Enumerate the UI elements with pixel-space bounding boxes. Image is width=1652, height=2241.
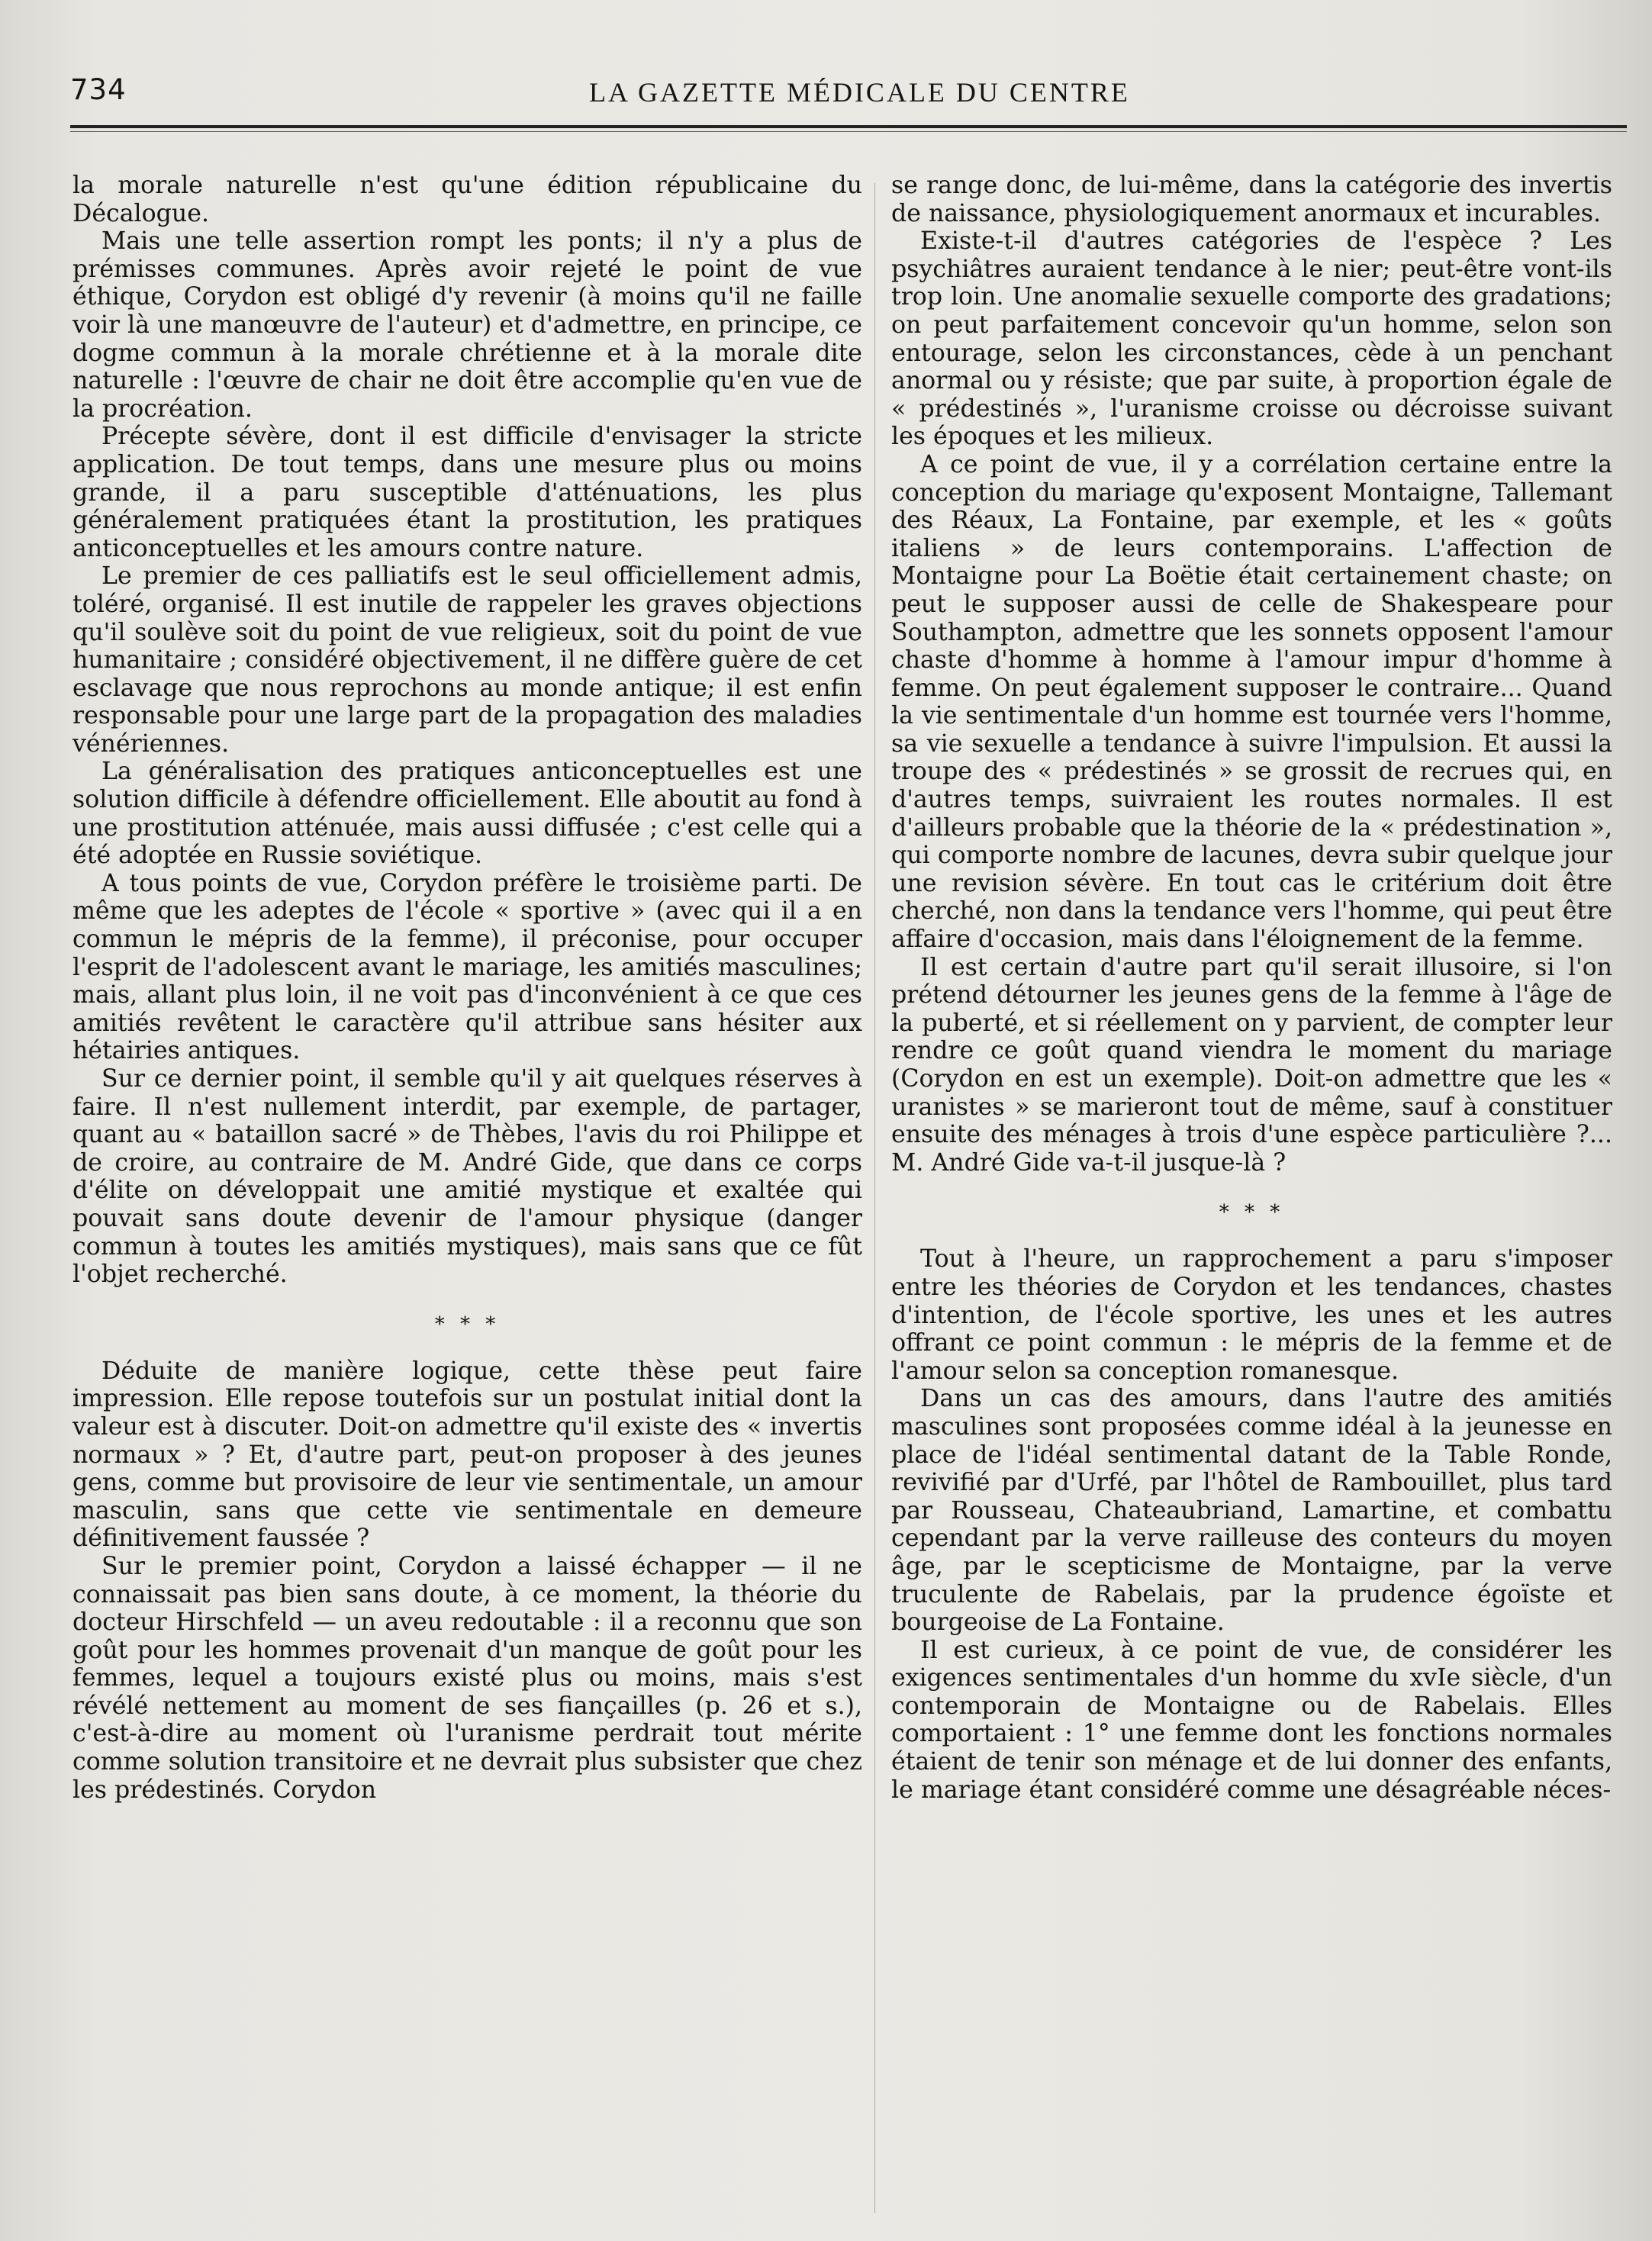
paragraph: Dans un cas des amours, dans l'autre des amitiés masculines sont proposées comme idéal à la jeunesse en place de l'idéal sentimental datant de la Table Ronde, revivifié par d'Urfé, par l'hôtel de Rambouillet, plus tard par Rousseau, Chateaubriand, Lamartine, et combattu cependant par la verve railleuse des conteurs du moyen âge, par le scepticisme de Montaigne, par la verve truculente de Rabelais, par la prudence égoïste et bourgeoise de La Fontaine. bbox=[891, 1385, 1612, 1637]
paragraph: Il est curieux, à ce point de vue, de considérer les exigences sentimentales d'un homme du xvIe siècle, d'un contemporain de Montaigne ou de Rabelais. Elles comportaient : 1° une femme dont les fonctions normales étaient de tenir son ménage et de lui donner des enfants, le mariage étant considéré comme une désagréable néces- bbox=[891, 1636, 1612, 1804]
section-separator: * * * bbox=[1219, 1201, 1285, 1225]
paragraph: Sur le premier point, Corydon a laissé échapper — il ne connaissait pas bien sans doute, à ce moment, la théorie du docteur Hirschfeld — un aveu redoutable : il a reconnu que son goût pour les hommes provenait d'un manque de goût pour les femmes, lequel a toujours existé plus ou moins, mais s'est révélé nettement au moment de ses fiançailles (p. 26 et s.), c'est-à-dire au moment où l'uranisme perdrait tout mérite comme solution transitoire et ne devrait plus subsister que chez les prédestinés. Corydon bbox=[72, 1552, 862, 1804]
paragraph: Le premier de ces palliatifs est le seul officiellement admis, toléré, organisé. Il est inutile de rappeler les graves objections qu'il soulève soit du point de vue religieux, soit du point de vue humanitaire ; considéré objectivement, il ne diffère guère de cet esclavage que nous reprochons au monde antique; il est enfin responsable pour une large part de la propagation des maladies vénériennes. bbox=[72, 562, 862, 758]
section-separator: * * * bbox=[434, 1312, 501, 1336]
paragraph: Déduite de manière logique, cette thèse peut faire impression. Elle repose toutefois sur un postulat initial dont la valeur est à discuter. Doit-on admettre qu'il existe des « invertis normaux » ? Et, d'autre part, peut-on proposer à des jeunes gens, comme but provisoire de leur vie sentimentale, un amour masculin, sans que cette vie sentimentale en demeure définitivement faussée ? bbox=[72, 1357, 862, 1553]
paragraph: A tous points de vue, Corydon préfère le troisième parti. De même que les adeptes de l'école « sportive » (avec qui il a en commun le mépris de la femme), il préconise, pour occuper l'esprit de l'adolescent avant le mariage, les amitiés masculines; mais, allant plus loin, il ne voit pas d'inconvénient à ce que ces amitiés revêtent le caractère qu'il attribue sans hésiter aux hétairies antiques. bbox=[72, 869, 862, 1065]
header-rule bbox=[70, 125, 1627, 128]
paragraph: Sur ce dernier point, il semble qu'il y ait quelques réserves à faire. Il n'est nullement interdit, par exemple, de partager, quant au « bataillon sacré » de Thèbes, l'avis du roi Philippe et de croire, au contraire de M. André Gide, que dans ce corps d'élite on développait une amitié mystique et exaltée qui pouvait sans doute devenir de l'amour physique (danger commun à toutes les amitiés mystiques), mais sans que ce fût l'objet recherché. bbox=[72, 1065, 862, 1289]
running-title: LA GAZETTE MÉDICALE DU CENTRE bbox=[589, 77, 1130, 108]
paragraph: Précepte sévère, dont il est difficile d'envisager la stricte application. De tout temps, dans une mesure plus ou moins grande, il a paru susceptible d'atténuations, les plus généralement pratiquées étant la prostitution, les pratiques anticonceptuelles et les amours contre nature. bbox=[72, 423, 862, 562]
paragraph: la morale naturelle n'est qu'une édition républicaine du Décalogue. bbox=[72, 172, 862, 227]
right-column bbox=[891, 172, 1612, 1804]
paragraph: Existe-t-il d'autres catégories de l'espèce ? Les psychiâtres auraient tendance à le nier; peut-être vont-ils trop loin. Une anomalie sexuelle comporte des gradations; on peut parfaitement concevoir qu'un homme, selon son entourage, selon les circonstances, cède à un penchant anormal ou y résiste; que par suite, à proportion égale de « prédestinés », l'uranisme croisse ou décroisse suivant les époques et les milieux. bbox=[891, 227, 1612, 451]
paragraph: Il est certain d'autre part qu'il serait illusoire, si l'on prétend détourner les jeunes gens de la femme à l'âge de la puberté, et si réellement on y parvient, de compter leur rendre ce goût quand viendra le moment du mariage (Corydon en est un exemple). Doit-on admettre que les « uranistes » se marieront tout de même, sauf à constituer ensuite des ménages à trois d'une espèce particulière ?... M. André Gide va-t-il jusque-là ? bbox=[891, 953, 1612, 1177]
paragraph: Tout à l'heure, un rapprochement a paru s'imposer entre les théories de Corydon et les tendances, chastes d'intention, de l'école sportive, les unes et les autres offrant ce point commun : le mépris de la femme et de l'amour selon sa conception romanesque. bbox=[891, 1245, 1612, 1385]
header-rule-thin bbox=[70, 131, 1627, 132]
page-header bbox=[70, 73, 1634, 119]
page-number: 734 bbox=[70, 73, 127, 106]
column-divider bbox=[874, 183, 875, 2213]
paragraph: Mais une telle assertion rompt les ponts; il n'y a plus de prémisses communes. Après avoir rejeté le point de vue éthique, Corydon est obligé d'y revenir (à moins qu'il ne faille voir là une manœuvre de l'auteur) et d'admettre, en principe, ce dogme commun à la morale chrétienne et à la morale dite naturelle : l'œuvre de chair ne doit être accomplie qu'en vue de la procréation. bbox=[72, 227, 862, 423]
paragraph: se range donc, de lui-même, dans la catégorie des invertis de naissance, physiologiquement anormaux et incurables. bbox=[891, 172, 1612, 227]
paragraph: La généralisation des pratiques anticonceptuelles est une solution difficile à défendre officiellement. Elle aboutit au fond à une prostitution atténuée, mais aussi diffusée ; c'est celle qui a été adoptée en Russie soviétique. bbox=[72, 758, 862, 870]
left-column bbox=[72, 172, 862, 1804]
paragraph: A ce point de vue, il y a corrélation certaine entre la conception du mariage qu'exposent Montaigne, Tallemant des Réaux, La Fontaine, par exemple, et les « goûts italiens » de leurs contemporains. L'affection de Montaigne pour La Boëtie était certainement chaste; on peut le supposer aussi de celle de Shakespeare pour Southampton, admettre que les sonnets opposent l'amour chaste d'homme à homme à l'amour impur d'homme à femme. On peut également supposer le contraire... Quand la vie sentimentale d'un homme est tournée vers l'homme, sa vie sexuelle a tendance à suivre l'impulsion. Et aussi la troupe des « prédestinés » se grossit de recrues qui, en d'autres temps, suivraient les routes normales. Il est d'ailleurs probable que la théorie de la « prédestination », qui comporte nombre de lacunes, devra subir quelque jour une revision sévère. En tout cas le critérium doit être cherché, non dans la tendance vers l'homme, qui peut être affaire d'occasion, mais dans l'éloignement de la femme. bbox=[891, 450, 1612, 954]
